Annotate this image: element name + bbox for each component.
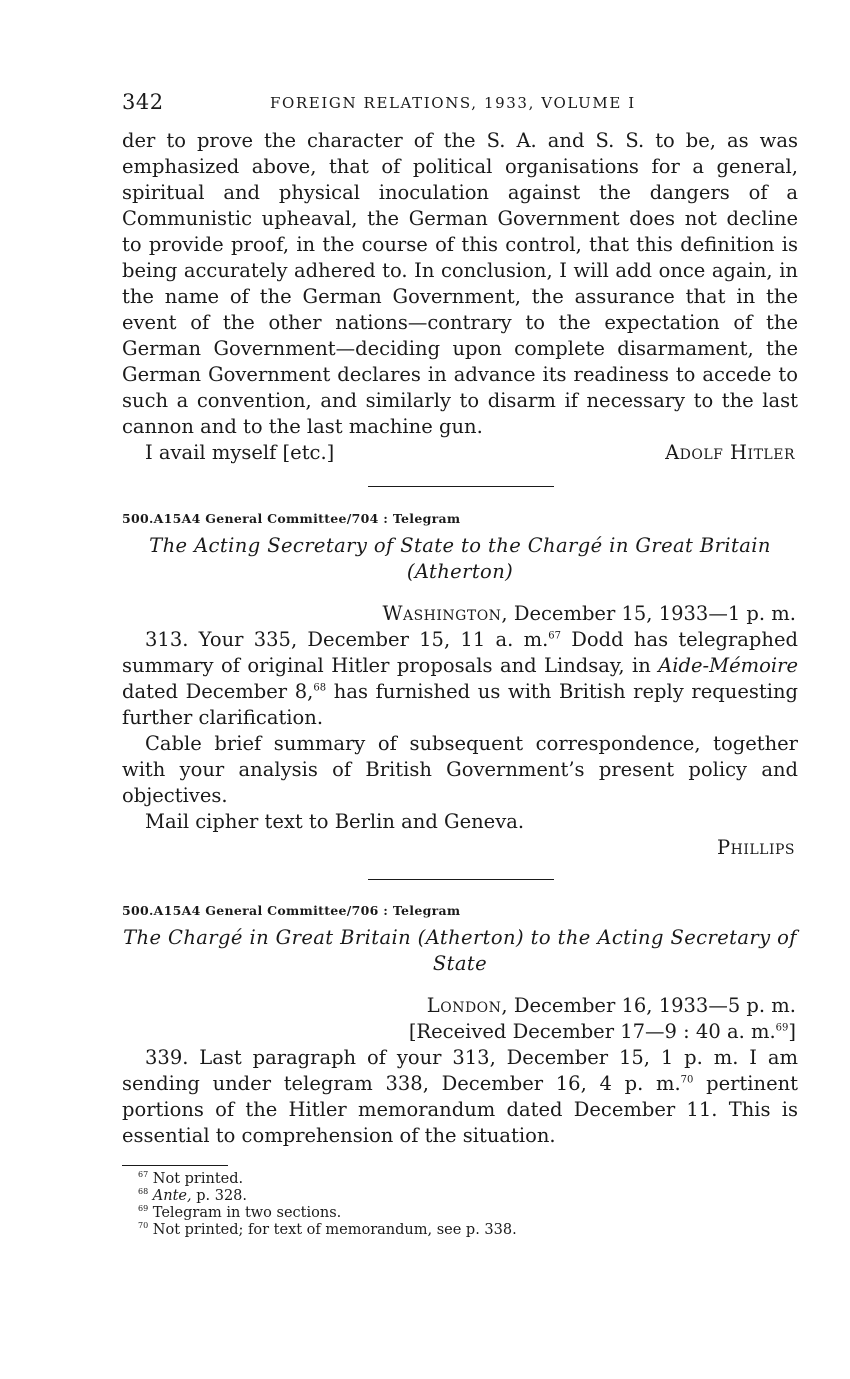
footnote-ref: 69: [775, 1022, 789, 1034]
page-header: [122, 88, 798, 128]
footnote-text: Not printed; for text of memorandum, see p. 338.: [152, 1222, 517, 1238]
signature-phillips: Phillips: [717, 836, 795, 859]
section-divider: [368, 486, 554, 487]
telegram-paragraph: [122, 1045, 798, 1149]
footnote-mark: 70: [138, 1221, 149, 1231]
signature-hitler: Adolf Hitler: [665, 441, 795, 464]
document-page: [122, 88, 798, 1239]
footnote-ref: 68: [313, 682, 327, 694]
telegram-paragraph: Mail cipher text to Berlin and Geneva.: [145, 810, 525, 833]
received-line: [122, 1019, 798, 1045]
dateline-place: London: [426, 994, 502, 1017]
file-number: 500.A15A4 General Committee/704 : Telegram: [122, 511, 461, 526]
closing-text: I avail myself [etc.]: [145, 441, 335, 464]
text-run: 313. Your 335, December 15, 11 a. m.: [145, 628, 549, 651]
document-title-line1: The Chargé in Great Britain (Atherton) to the Acting Secretary of: [123, 926, 797, 949]
page-number: 342: [122, 90, 164, 114]
footnote-text: p. 328.: [191, 1188, 248, 1204]
text-run: dated December 8,: [122, 680, 314, 703]
body-text: [122, 128, 798, 1149]
continuation-paragraph: der to prove the character of the S. A. and S. S. to be, as was emphasized above, that of political organisations for a general, spiritual and physical inoculation against the dangers of a Communistic upheaval, the German Government does not decline to provide proof, in the course of this control, that this definition is being accurately adhered to. In conclusion, I will add once again, in the name of the German Government, the assurance that in the event of the other nations—contrary to the expectation of the German Government—deciding upon complete disarmament, the German Government declares in advance its readiness to accede to such a convention, and similarly to disarm if necessary to the last cannon and to the last machine gun.: [122, 129, 798, 438]
document-title: [122, 925, 798, 977]
text-run: ]: [788, 1020, 796, 1043]
dateline: [122, 601, 798, 627]
text-run: Dodd has telegraphed summary of original Hitler proposals and Lindsay, in: [122, 628, 798, 677]
file-number: 500.A15A4 General Committee/706 : Telegram: [122, 903, 461, 918]
document-title-line2: State: [432, 952, 488, 975]
dateline-date: , December 16, 1933—5 p. m.: [501, 994, 796, 1017]
footnote-ref: 70: [680, 1074, 694, 1086]
footnote-mark: 67: [138, 1170, 149, 1180]
footnote: [138, 1222, 798, 1239]
italic-text: Aide-Mémoire: [658, 654, 798, 677]
footnote-mark: 69: [138, 1204, 149, 1214]
footnote: [138, 1188, 798, 1205]
footnote-italic: Ante,: [152, 1188, 192, 1204]
document-title-line1: The Acting Secretary of State to the Chargé in Great Britain: [149, 534, 771, 557]
document-706: [122, 903, 798, 1149]
footnotes: [122, 1171, 798, 1239]
telegram-paragraph: [122, 627, 798, 731]
footnote-text: Not printed.: [152, 1171, 244, 1187]
dateline: [122, 993, 798, 1019]
running-title: FOREIGN RELATIONS, 1933, VOLUME I: [270, 94, 636, 112]
text-run: pertinent portions of the Hitler memorandum dated December 11. This is essential to comprehension of the situation.: [122, 1072, 798, 1147]
text-run: has furnished us with British reply requesting further clarification.: [122, 680, 798, 729]
dateline-place: Washington: [382, 602, 502, 625]
closing-row: [122, 440, 798, 466]
footnote-text: Telegram in two sections.: [152, 1205, 342, 1221]
dateline-date: , December 15, 1933—1 p. m.: [501, 602, 796, 625]
section-divider: [368, 879, 554, 880]
footnote-divider: [122, 1165, 228, 1166]
footnote-mark: 68: [138, 1187, 149, 1197]
footnote: [138, 1171, 798, 1188]
document-title: [122, 533, 798, 585]
document-title-line2: (Atherton): [406, 560, 514, 583]
text-run: [Received December 17—9 : 40 a. m.: [408, 1020, 776, 1043]
footnote: [138, 1205, 798, 1222]
text-run: 339. Last paragraph of your 313, December 15, 1 p. m. I am sending under telegram 338, December 16, 4 p. m.: [122, 1046, 798, 1095]
telegram-paragraph: Cable brief summary of subsequent correspondence, together with your analysis of British Government’s present policy and objectives.: [122, 732, 798, 807]
footnote-ref: 67: [548, 630, 562, 642]
document-704: [122, 511, 798, 861]
